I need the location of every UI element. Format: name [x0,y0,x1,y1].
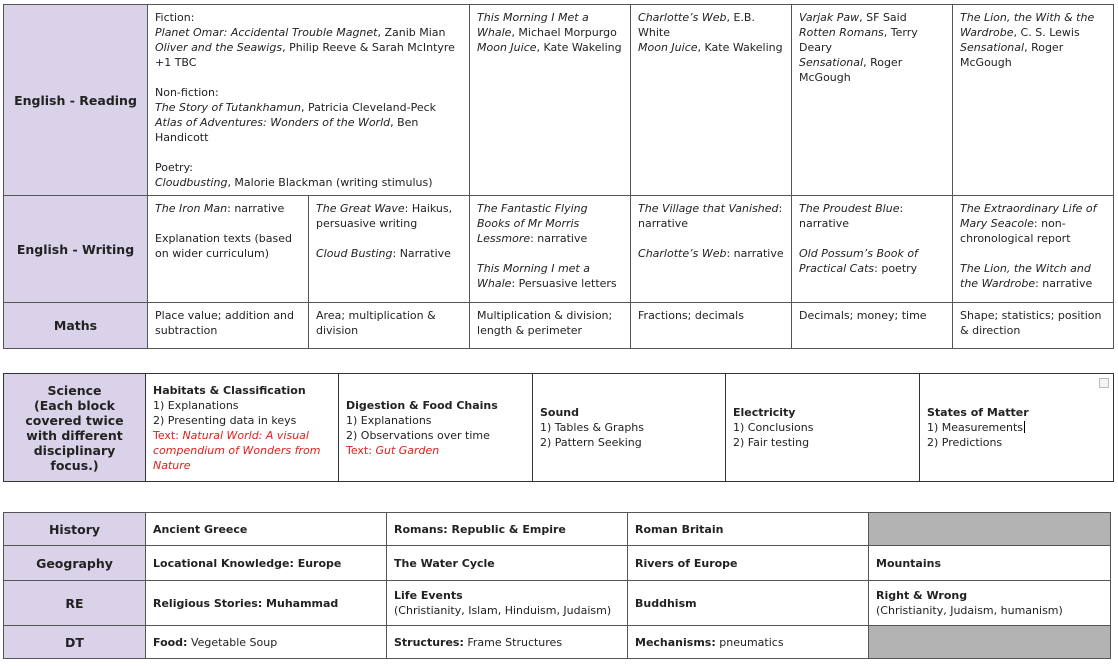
re-cell[interactable] [869,581,1111,626]
science-block-2[interactable] [339,374,533,482]
fiction-item: Oliver and the Seawigs, Philip Reeve & Sarah McIntyre [155,41,455,54]
writing-cell-5[interactable] [792,196,953,303]
reading-cell-2[interactable] [470,5,631,196]
writing-row [4,196,1114,303]
re-cell[interactable]: Buddhism [628,581,869,626]
science-block-5[interactable] [920,374,1114,482]
science-block-1[interactable] [146,374,339,482]
science-line: 1) Explanations [346,413,432,427]
writing-cell-6[interactable] [953,196,1114,303]
geography-cell[interactable]: Mountains [869,546,1111,581]
reading-cell-3[interactable] [631,5,792,196]
science-line: 1) Explanations [153,398,239,412]
maths-cell[interactable]: Fractions; decimals [631,303,792,349]
dt-label: DT [4,626,146,659]
fiction-label: Fiction: [155,11,195,24]
writing-cell-1[interactable] [148,196,309,303]
writing-cell-3[interactable] [470,196,631,303]
writing-item: The Lion, the Witch and the Wardrobe: narrative [960,262,1093,290]
reading-label: English - Reading [4,5,148,196]
history-cell[interactable]: Roman Britain [628,513,869,546]
science-block-title: Electricity [733,406,796,419]
nonfiction-item: Atlas of Adventures: Wonders of the World, Ben Handicott [155,116,419,144]
fiction-item: +1 TBC [155,56,197,69]
book-item: Moon Juice, Kate Wakeling [477,41,622,54]
writing-item: Cloud Busting: Narrative [316,247,451,260]
writing-item: Charlotte’s Web: narrative [638,247,784,260]
science-line: 1) Tables & Graphs [540,421,645,434]
reading-cell-1[interactable] [148,5,470,196]
science-line: 2) Presenting data in keys [153,413,297,427]
writing-item: The Village that Vanished: narrative [638,202,783,230]
dt-cell[interactable]: Structures: Frame Structures [387,626,628,659]
book-item: The Lion, the With & the Wardrobe, C. S. Lewis [960,11,1095,39]
geography-label: Geography [4,546,146,581]
history-row [4,513,1111,546]
re-cell[interactable] [387,581,628,626]
book-item: Rotten Romans, Terry Deary [799,26,918,54]
science-label-cell [4,374,146,482]
re-row [4,581,1111,626]
poetry-item: Cloudbusting, Malorie Blackman (writing stimulus) [155,176,433,189]
history-label: History [4,513,146,546]
science-line: 1) Measurements [927,421,1024,434]
book-item: Charlotte’s Web, E.B. White [638,11,755,39]
writing-item: The Iron Man: narrative [155,202,285,215]
english-maths-table [3,4,1114,349]
dt-cell[interactable]: Mechanisms: pneumatics [628,626,869,659]
re-topic: Right & Wrong [876,589,968,602]
science-text: Text: Natural World: A visual compendium of Wonders from Nature [153,428,321,472]
poetry-label: Poetry: [155,161,193,174]
re-religions: (Christianity, Judaism, humanism) [876,604,1063,617]
writing-item: The Proudest Blue: narrative [799,202,904,230]
science-line: 2) Pattern Seeking [540,436,642,449]
geography-cell[interactable]: Rivers of Europe [628,546,869,581]
writing-item: The Fantastic Flying Books of Mr Morris Lessmore: narrative [477,202,588,245]
dt-cell-empty[interactable] [869,626,1111,659]
writing-item: Old Possum’s Book of Practical Cats: poetry [799,247,918,275]
re-religions: (Christianity, Islam, Hinduism, Judaism) [394,604,612,617]
science-line: 1) Conclusions [733,421,814,434]
maths-cell[interactable]: Decimals; money; time [792,303,953,349]
writing-item: This Morning I met a Whale: Persuasive letters [477,262,617,290]
science-block-4[interactable] [726,374,920,482]
maths-row [4,303,1114,349]
book-item: Sensational, Roger McGough [799,56,903,84]
cell-menu-icon[interactable] [1099,378,1109,388]
reading-row [4,5,1114,196]
re-topic: Life Events [394,589,463,602]
geography-cell[interactable]: The Water Cycle [387,546,628,581]
writing-item: Explanation texts (based on wider curriculum) [155,232,292,260]
geography-cell[interactable]: Locational Knowledge: Europe [146,546,387,581]
maths-cell[interactable]: Place value; addition and subtraction [148,303,309,349]
book-item: Sensational, Roger McGough [960,41,1064,69]
science-line: 2) Fair testing [733,436,810,449]
history-cell[interactable]: Ancient Greece [146,513,387,546]
science-line: 2) Predictions [927,436,1003,449]
re-cell[interactable]: Religious Stories: Muhammad [146,581,387,626]
fiction-item: Planet Omar: Accidental Trouble Magnet, Zanib Mian [155,26,446,39]
nonfiction-label: Non-fiction: [155,86,219,99]
science-table [3,373,1114,482]
geography-row [4,546,1111,581]
writing-cell-4[interactable] [631,196,792,303]
reading-cell-4[interactable] [792,5,953,196]
science-note: (Each block covered twice with different disciplinary focus.) [25,397,124,473]
nonfiction-item: The Story of Tutankhamun, Patricia Cleveland-Peck [155,101,437,114]
maths-label: Maths [4,303,148,349]
science-line: 2) Observations over time [346,428,490,442]
book-item: This Morning I Met a Whale, Michael Morpurgo [477,11,617,39]
writing-item: The Extraordinary Life of Mary Seacole: non-chronological report [960,202,1097,245]
text-caret [1024,421,1025,433]
reading-cell-5[interactable] [953,5,1114,196]
writing-label: English - Writing [4,196,148,303]
science-block-3[interactable] [533,374,726,482]
science-block-title: States of Matter [927,406,1029,419]
dt-cell[interactable]: Food: Vegetable Soup [146,626,387,659]
science-text: Text: Gut Garden [346,443,440,457]
maths-cell[interactable]: Multiplication & division; length & perimeter [470,303,631,349]
history-cell-empty[interactable] [869,513,1111,546]
science-block-title: Habitats & Classification [153,383,306,397]
re-label: RE [4,581,146,626]
science-block-title: Digestion & Food Chains [346,398,498,412]
maths-cell[interactable]: Shape; statistics; position & direction [953,303,1114,349]
science-label: Science [47,382,102,398]
dt-row [4,626,1111,659]
science-row [4,374,1114,482]
book-item: Varjak Paw, SF Said [799,11,907,24]
maths-cell[interactable]: Area; multiplication & division [309,303,470,349]
writing-cell-2[interactable] [309,196,470,303]
humanities-table [3,512,1111,659]
book-item: Moon Juice, Kate Wakeling [638,41,783,54]
writing-item: The Great Wave: Haikus, persuasive writing [316,202,453,230]
science-block-title: Sound [540,406,580,419]
history-cell[interactable]: Romans: Republic & Empire [387,513,628,546]
